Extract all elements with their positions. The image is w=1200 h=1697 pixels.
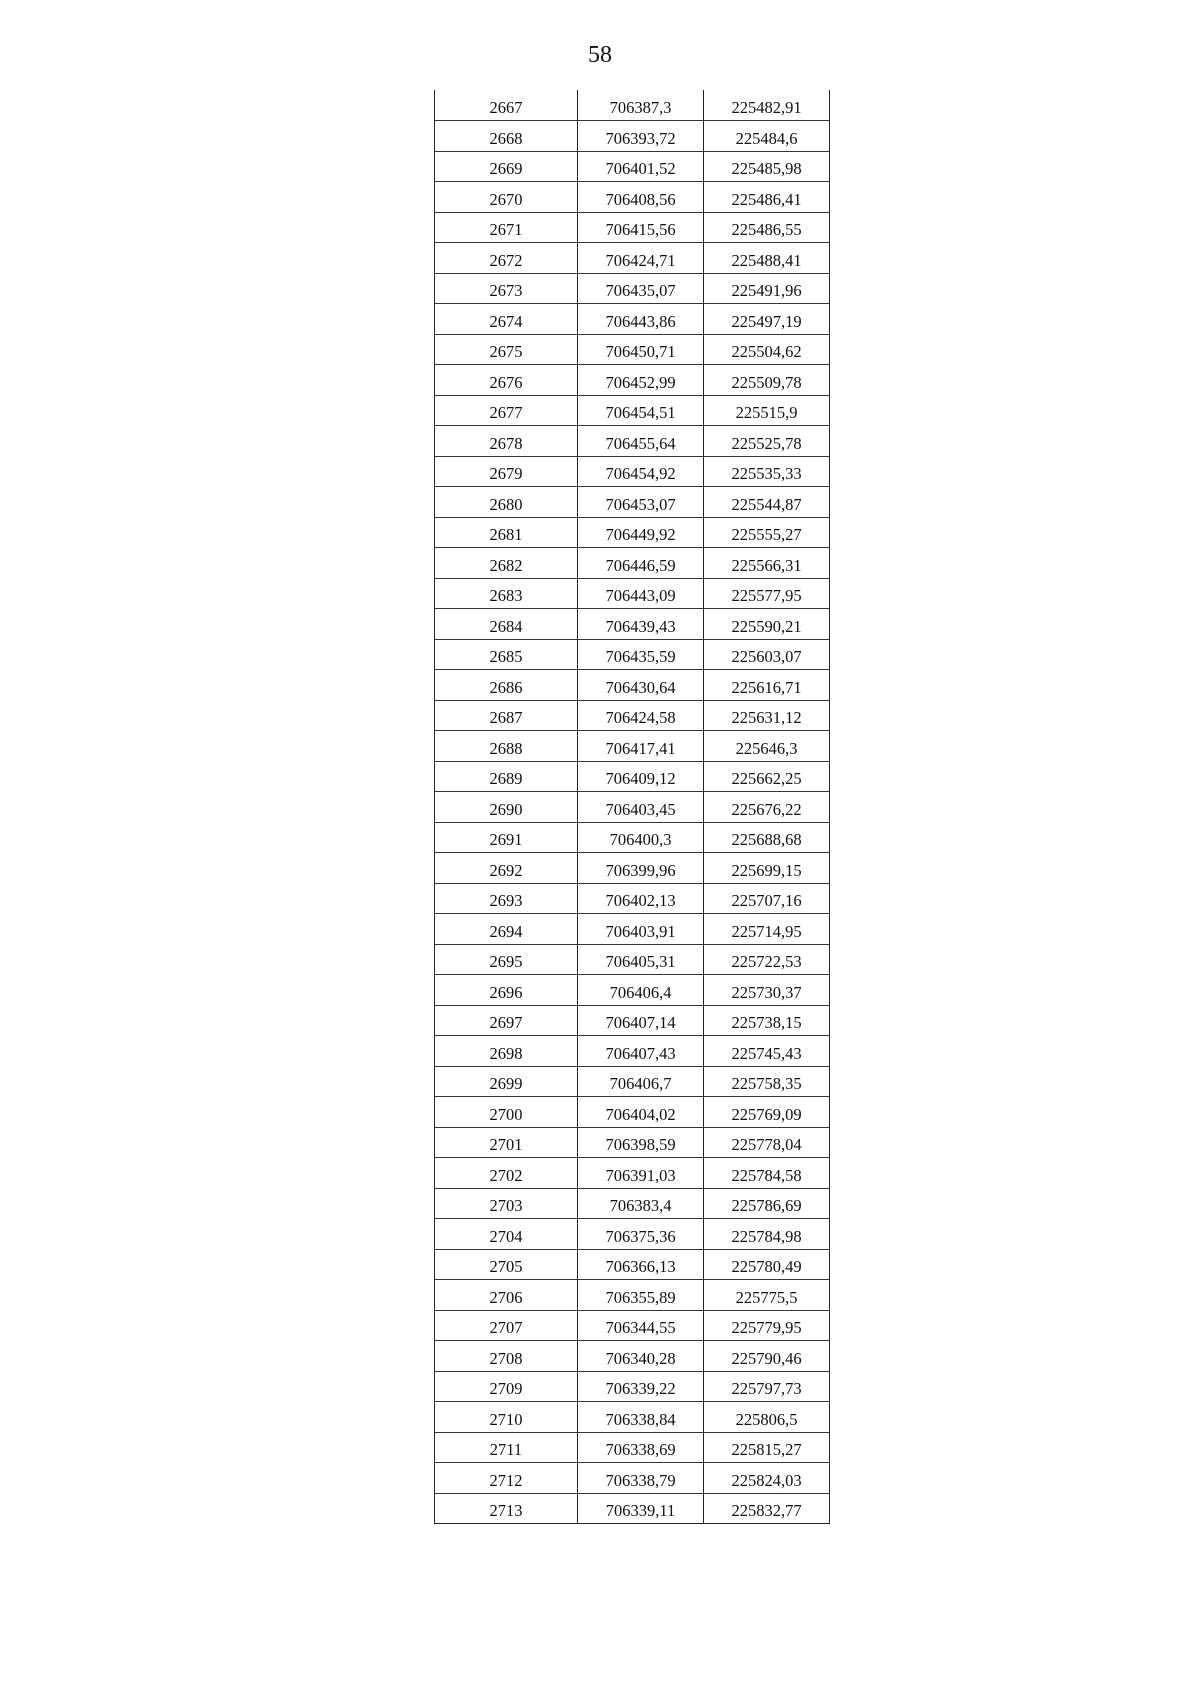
x-coordinate-cell: 706417,41	[578, 731, 704, 762]
point-number-cell: 2698	[435, 1036, 578, 1067]
point-number-cell: 2688	[435, 731, 578, 762]
table-row	[435, 243, 830, 274]
y-coordinate-cell: 225738,15	[704, 1005, 830, 1036]
table-row	[435, 456, 830, 487]
table-row	[435, 1493, 830, 1524]
point-number-cell: 2711	[435, 1432, 578, 1463]
y-coordinate-cell: 225786,69	[704, 1188, 830, 1219]
table-row	[435, 1249, 830, 1280]
point-number-cell: 2709	[435, 1371, 578, 1402]
x-coordinate-cell: 706424,58	[578, 700, 704, 731]
x-coordinate-cell: 706398,59	[578, 1127, 704, 1158]
point-number-cell: 2705	[435, 1249, 578, 1280]
point-number-cell: 2692	[435, 853, 578, 884]
x-coordinate-cell: 706355,89	[578, 1280, 704, 1311]
table-row	[435, 822, 830, 853]
point-number-cell: 2704	[435, 1219, 578, 1250]
y-coordinate-cell: 225832,77	[704, 1493, 830, 1524]
point-number-cell: 2695	[435, 944, 578, 975]
table-row	[435, 365, 830, 396]
point-number-cell: 2713	[435, 1493, 578, 1524]
x-coordinate-cell: 706449,92	[578, 517, 704, 548]
point-number-cell: 2679	[435, 456, 578, 487]
point-number-cell: 2678	[435, 426, 578, 457]
y-coordinate-cell: 225797,73	[704, 1371, 830, 1402]
y-coordinate-cell: 225784,58	[704, 1158, 830, 1189]
table-row	[435, 975, 830, 1006]
table-row	[435, 548, 830, 579]
y-coordinate-cell: 225790,46	[704, 1341, 830, 1372]
point-number-cell: 2672	[435, 243, 578, 274]
table-row	[435, 883, 830, 914]
table-row	[435, 1127, 830, 1158]
table-row	[435, 609, 830, 640]
point-number-cell: 2675	[435, 334, 578, 365]
table-row	[435, 1432, 830, 1463]
y-coordinate-cell: 225509,78	[704, 365, 830, 396]
y-coordinate-cell: 225758,35	[704, 1066, 830, 1097]
x-coordinate-cell: 706339,22	[578, 1371, 704, 1402]
table-row	[435, 1219, 830, 1250]
x-coordinate-cell: 706383,4	[578, 1188, 704, 1219]
y-coordinate-cell: 225646,3	[704, 731, 830, 762]
point-number-cell: 2676	[435, 365, 578, 396]
table-row	[435, 487, 830, 518]
table-row	[435, 1066, 830, 1097]
point-number-cell: 2691	[435, 822, 578, 853]
point-number-cell: 2673	[435, 273, 578, 304]
y-coordinate-cell: 225544,87	[704, 487, 830, 518]
table-row	[435, 853, 830, 884]
y-coordinate-cell: 225488,41	[704, 243, 830, 274]
point-number-cell: 2668	[435, 121, 578, 152]
y-coordinate-cell: 225699,15	[704, 853, 830, 884]
x-coordinate-cell: 706399,96	[578, 853, 704, 884]
table-row	[435, 1371, 830, 1402]
point-number-cell: 2687	[435, 700, 578, 731]
x-coordinate-cell: 706406,4	[578, 975, 704, 1006]
point-number-cell: 2710	[435, 1402, 578, 1433]
y-coordinate-cell: 225722,53	[704, 944, 830, 975]
x-coordinate-cell: 706375,36	[578, 1219, 704, 1250]
y-coordinate-cell: 225590,21	[704, 609, 830, 640]
x-coordinate-cell: 706408,56	[578, 182, 704, 213]
x-coordinate-cell: 706406,7	[578, 1066, 704, 1097]
table-row	[435, 1158, 830, 1189]
x-coordinate-cell: 706452,99	[578, 365, 704, 396]
x-coordinate-cell: 706338,84	[578, 1402, 704, 1433]
x-coordinate-cell: 706415,56	[578, 212, 704, 243]
y-coordinate-cell: 225484,6	[704, 121, 830, 152]
point-number-cell: 2701	[435, 1127, 578, 1158]
table-row	[435, 1188, 830, 1219]
x-coordinate-cell: 706404,02	[578, 1097, 704, 1128]
table-row	[435, 517, 830, 548]
x-coordinate-cell: 706454,51	[578, 395, 704, 426]
point-number-cell: 2702	[435, 1158, 578, 1189]
point-number-cell: 2712	[435, 1463, 578, 1494]
table-row	[435, 182, 830, 213]
point-number-cell: 2694	[435, 914, 578, 945]
table-row	[435, 914, 830, 945]
y-coordinate-cell: 225497,19	[704, 304, 830, 335]
x-coordinate-cell: 706407,43	[578, 1036, 704, 1067]
y-coordinate-cell: 225535,33	[704, 456, 830, 487]
point-number-cell: 2690	[435, 792, 578, 823]
table-row	[435, 792, 830, 823]
y-coordinate-cell: 225555,27	[704, 517, 830, 548]
point-number-cell: 2670	[435, 182, 578, 213]
x-coordinate-cell: 706338,69	[578, 1432, 704, 1463]
point-number-cell: 2680	[435, 487, 578, 518]
table-row	[435, 944, 830, 975]
table-row	[435, 273, 830, 304]
table-body	[435, 90, 830, 1524]
x-coordinate-cell: 706391,03	[578, 1158, 704, 1189]
table-row	[435, 121, 830, 152]
x-coordinate-cell: 706400,3	[578, 822, 704, 853]
table-row	[435, 90, 830, 121]
x-coordinate-cell: 706430,64	[578, 670, 704, 701]
x-coordinate-cell: 706366,13	[578, 1249, 704, 1280]
x-coordinate-cell: 706446,59	[578, 548, 704, 579]
point-number-cell: 2683	[435, 578, 578, 609]
point-number-cell: 2686	[435, 670, 578, 701]
point-number-cell: 2700	[435, 1097, 578, 1128]
point-number-cell: 2685	[435, 639, 578, 670]
x-coordinate-cell: 706435,59	[578, 639, 704, 670]
x-coordinate-cell: 706454,92	[578, 456, 704, 487]
y-coordinate-cell: 225486,41	[704, 182, 830, 213]
point-number-cell: 2696	[435, 975, 578, 1006]
table-row	[435, 578, 830, 609]
y-coordinate-cell: 225714,95	[704, 914, 830, 945]
x-coordinate-cell: 706402,13	[578, 883, 704, 914]
y-coordinate-cell: 225824,03	[704, 1463, 830, 1494]
x-coordinate-cell: 706344,55	[578, 1310, 704, 1341]
y-coordinate-cell: 225504,62	[704, 334, 830, 365]
point-number-cell: 2667	[435, 90, 578, 121]
table-row	[435, 1036, 830, 1067]
x-coordinate-cell: 706443,09	[578, 578, 704, 609]
y-coordinate-cell: 225525,78	[704, 426, 830, 457]
point-number-cell: 2684	[435, 609, 578, 640]
y-coordinate-cell: 225603,07	[704, 639, 830, 670]
y-coordinate-cell: 225707,16	[704, 883, 830, 914]
x-coordinate-cell: 706455,64	[578, 426, 704, 457]
point-number-cell: 2706	[435, 1280, 578, 1311]
point-number-cell: 2708	[435, 1341, 578, 1372]
point-number-cell: 2693	[435, 883, 578, 914]
x-coordinate-cell: 706403,45	[578, 792, 704, 823]
x-coordinate-cell: 706450,71	[578, 334, 704, 365]
y-coordinate-cell: 225616,71	[704, 670, 830, 701]
y-coordinate-cell: 225815,27	[704, 1432, 830, 1463]
point-number-cell: 2689	[435, 761, 578, 792]
table-row	[435, 1005, 830, 1036]
table-row	[435, 639, 830, 670]
y-coordinate-cell: 225780,49	[704, 1249, 830, 1280]
y-coordinate-cell: 225779,95	[704, 1310, 830, 1341]
y-coordinate-cell: 225485,98	[704, 151, 830, 182]
point-number-cell: 2677	[435, 395, 578, 426]
x-coordinate-cell: 706407,14	[578, 1005, 704, 1036]
y-coordinate-cell: 225676,22	[704, 792, 830, 823]
x-coordinate-cell: 706405,31	[578, 944, 704, 975]
y-coordinate-cell: 225745,43	[704, 1036, 830, 1067]
y-coordinate-cell: 225482,91	[704, 90, 830, 121]
y-coordinate-cell: 225491,96	[704, 273, 830, 304]
x-coordinate-cell: 706387,3	[578, 90, 704, 121]
point-number-cell: 2682	[435, 548, 578, 579]
table-row	[435, 731, 830, 762]
point-number-cell: 2697	[435, 1005, 578, 1036]
point-number-cell: 2671	[435, 212, 578, 243]
table-row	[435, 334, 830, 365]
table-row	[435, 1280, 830, 1311]
y-coordinate-cell: 225769,09	[704, 1097, 830, 1128]
y-coordinate-cell: 225688,68	[704, 822, 830, 853]
y-coordinate-cell: 225515,9	[704, 395, 830, 426]
coordinates-table	[434, 90, 830, 1524]
table-row	[435, 1402, 830, 1433]
y-coordinate-cell: 225577,95	[704, 578, 830, 609]
point-number-cell: 2681	[435, 517, 578, 548]
table-row	[435, 426, 830, 457]
table-row	[435, 1097, 830, 1128]
x-coordinate-cell: 706409,12	[578, 761, 704, 792]
point-number-cell: 2699	[435, 1066, 578, 1097]
page-number: 58	[588, 42, 612, 68]
y-coordinate-cell: 225631,12	[704, 700, 830, 731]
y-coordinate-cell: 225806,5	[704, 1402, 830, 1433]
table-row	[435, 1310, 830, 1341]
table-row	[435, 700, 830, 731]
table-row	[435, 395, 830, 426]
table-row	[435, 670, 830, 701]
point-number-cell: 2669	[435, 151, 578, 182]
x-coordinate-cell: 706339,11	[578, 1493, 704, 1524]
y-coordinate-cell: 225775,5	[704, 1280, 830, 1311]
y-coordinate-cell: 225730,37	[704, 975, 830, 1006]
x-coordinate-cell: 706393,72	[578, 121, 704, 152]
x-coordinate-cell: 706453,07	[578, 487, 704, 518]
x-coordinate-cell: 706424,71	[578, 243, 704, 274]
point-number-cell: 2703	[435, 1188, 578, 1219]
table-row	[435, 151, 830, 182]
x-coordinate-cell: 706439,43	[578, 609, 704, 640]
point-number-cell: 2707	[435, 1310, 578, 1341]
table-row	[435, 304, 830, 335]
x-coordinate-cell: 706401,52	[578, 151, 704, 182]
y-coordinate-cell: 225784,98	[704, 1219, 830, 1250]
point-number-cell: 2674	[435, 304, 578, 335]
y-coordinate-cell: 225778,04	[704, 1127, 830, 1158]
table-row	[435, 1341, 830, 1372]
y-coordinate-cell: 225566,31	[704, 548, 830, 579]
y-coordinate-cell: 225486,55	[704, 212, 830, 243]
table-row	[435, 212, 830, 243]
x-coordinate-cell: 706435,07	[578, 273, 704, 304]
x-coordinate-cell: 706443,86	[578, 304, 704, 335]
table-row	[435, 1463, 830, 1494]
x-coordinate-cell: 706403,91	[578, 914, 704, 945]
y-coordinate-cell: 225662,25	[704, 761, 830, 792]
table-row	[435, 761, 830, 792]
x-coordinate-cell: 706340,28	[578, 1341, 704, 1372]
x-coordinate-cell: 706338,79	[578, 1463, 704, 1494]
